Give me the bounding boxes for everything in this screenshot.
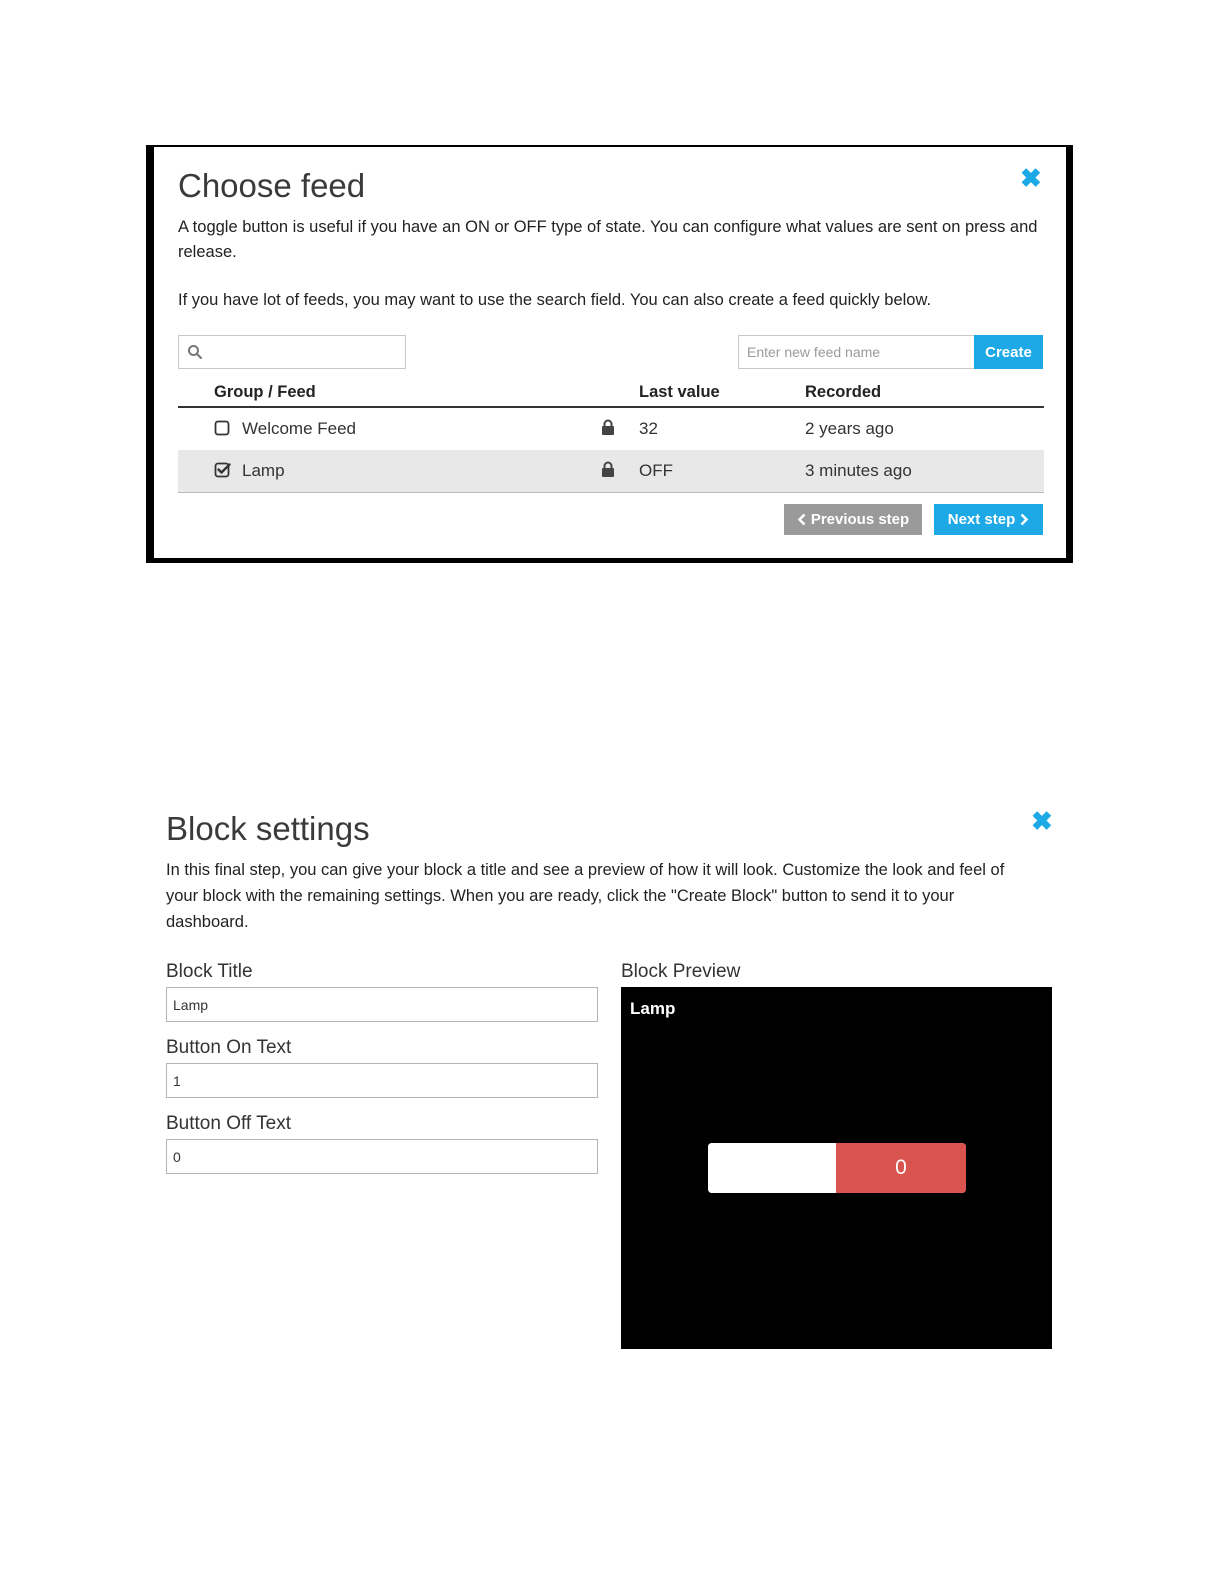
next-step-button[interactable] xyxy=(934,504,1043,535)
close-icon[interactable]: ✖ xyxy=(1031,806,1053,836)
chevron-left-icon xyxy=(797,513,807,526)
dialog-title: Block settings xyxy=(166,810,370,847)
lock-icon xyxy=(601,419,615,436)
dialog-description: In this final step, you can give your block a title and see a preview of how it will look. Customize the look and feel of your block with the remaining settings. When you are ready, click the "Create Block" button to send it to your dashboard. xyxy=(166,861,1005,931)
column-header-recorded[interactable]: Recorded xyxy=(805,383,882,401)
search-icon xyxy=(187,344,203,360)
block-title-label: Block Title xyxy=(166,961,253,982)
table-row-selected[interactable] xyxy=(178,450,1044,493)
toggle-switch[interactable] xyxy=(708,1143,966,1193)
toggle-off-side[interactable]: 0 xyxy=(836,1143,966,1193)
dialog-description: A toggle button is useful if you have an ON or OFF type of state. You can configure what values are sent on press and release. xyxy=(178,218,1038,261)
toggle-on-side[interactable] xyxy=(708,1143,836,1193)
button-off-text-input[interactable] xyxy=(166,1139,598,1174)
search-hint: If you have lot of feeds, you may want to use the search field. You can also create a feed quickly below. xyxy=(178,291,932,309)
choose-feed-dialog xyxy=(154,147,1066,558)
recorded-time: 3 minutes ago xyxy=(805,461,912,480)
checkbox-checked-icon[interactable] xyxy=(214,462,232,478)
dialog-title: Choose feed xyxy=(178,167,366,204)
feed-name: Welcome Feed xyxy=(242,419,357,438)
chevron-right-icon xyxy=(1019,513,1029,526)
block-preview-label: Block Preview xyxy=(621,961,741,982)
last-value: 32 xyxy=(639,419,658,438)
search-field[interactable] xyxy=(178,335,406,369)
close-icon[interactable]: ✖ xyxy=(1020,163,1042,193)
previous-step-label: Previous step xyxy=(810,511,910,528)
previous-step-button[interactable] xyxy=(784,504,922,535)
checkbox-unchecked-icon[interactable] xyxy=(214,420,230,436)
preview-block-title: Lamp xyxy=(630,999,676,1018)
last-value: OFF xyxy=(639,461,673,480)
recorded-time: 2 years ago xyxy=(805,419,894,438)
column-header-group-feed[interactable]: Group / Feed xyxy=(214,383,316,401)
search-input[interactable] xyxy=(209,338,403,366)
table-row[interactable] xyxy=(178,408,1044,451)
button-on-text-input[interactable] xyxy=(166,1063,598,1098)
column-header-last-value[interactable]: Last value xyxy=(639,383,720,401)
block-title-input[interactable] xyxy=(166,987,598,1022)
lock-icon xyxy=(601,461,615,478)
next-step-label: Next step xyxy=(947,511,1016,528)
button-on-text-label: Button On Text xyxy=(166,1037,292,1058)
button-off-text-label: Button Off Text xyxy=(166,1113,291,1134)
block-settings-dialog xyxy=(0,780,1224,1380)
new-feed-name-input[interactable] xyxy=(738,335,978,369)
feed-name: Lamp xyxy=(242,461,285,480)
block-preview xyxy=(621,987,1052,1349)
create-button[interactable]: Create xyxy=(974,335,1043,369)
